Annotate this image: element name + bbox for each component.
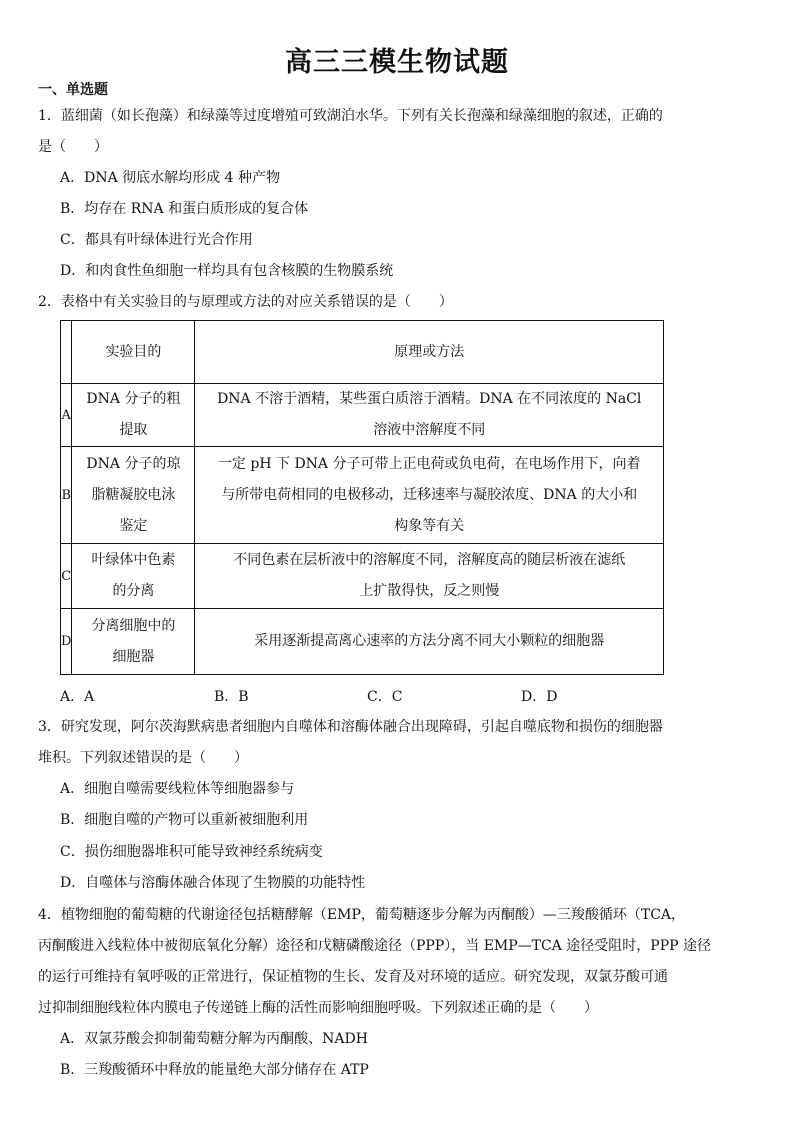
row-goal bbox=[72, 609, 195, 675]
table-header-goal: 实验目的 bbox=[72, 321, 195, 384]
table-header-row bbox=[61, 321, 664, 384]
q2-answer-a: A．A bbox=[60, 689, 95, 705]
goal-line: DNA 分子的粗 bbox=[86, 391, 181, 407]
goal-line: 提取 bbox=[119, 422, 148, 438]
q2-stem: 2．表格中有关实验目的与原理或方法的对应关系错误的是（ ） bbox=[38, 294, 453, 310]
method-line: 与所带电荷相同的电极移动，迁移速率与凝胶浓度、DNA 的大小和 bbox=[221, 486, 638, 503]
q3-stem-line2: 堆积。下列叙述错误的是（ ） bbox=[38, 750, 248, 766]
method-line: 构象等有关 bbox=[394, 517, 465, 534]
q1-option-c: C．都具有叶绿体进行光合作用 bbox=[60, 232, 253, 248]
q4-stem-line4: 过抑制细胞线粒体内膜电子传递链上酶的活性而影响细胞呼吸。下列叙述正确的是（ ） bbox=[38, 1000, 598, 1016]
q4-option-b: B．三羧酸循环中释放的能量绝大部分储存在 ATP bbox=[60, 1062, 369, 1078]
row-method bbox=[195, 447, 664, 544]
experiment-table bbox=[60, 320, 664, 675]
q1-stem-line1: 1．蓝细菌（如长孢藻）和绿藻等过度增殖可致湖泊水华。下列有关长孢藻和绿藻细胞的叙述，正确的 bbox=[38, 108, 663, 124]
method-line: 一定 pH 下 DNA 分子可带上正电荷或负电荷，在电场作用下，向着 bbox=[217, 455, 641, 472]
q3-option-c: C．损伤细胞器堆积可能导致神经系统病变 bbox=[60, 844, 323, 860]
method-line: 上扩散得快，反之则慢 bbox=[359, 583, 500, 599]
q2-answer-d: D．D bbox=[521, 689, 558, 705]
q2-answer-c: C．C bbox=[367, 689, 403, 705]
row-letter: B bbox=[61, 447, 72, 544]
table-header-blank bbox=[61, 321, 72, 384]
table-row bbox=[61, 609, 664, 675]
q3-option-a: A．细胞自噬需要线粒体等细胞器参与 bbox=[60, 781, 295, 797]
goal-line: 的分离 bbox=[112, 583, 155, 599]
goal-line: 脂糖凝胶电泳 bbox=[91, 486, 176, 503]
q1-stem-line2: 是（ ） bbox=[38, 139, 108, 155]
page-title: 高三三模生物试题 bbox=[285, 47, 509, 78]
section-heading: 一、单选题 bbox=[38, 82, 108, 98]
row-method bbox=[195, 544, 664, 609]
row-method bbox=[195, 609, 664, 675]
q3-option-b: B．细胞自噬的产物可以重新被细胞利用 bbox=[60, 812, 309, 828]
goal-line: 叶绿体中色素 bbox=[91, 552, 176, 568]
table-row bbox=[61, 544, 664, 609]
q4-stem-line1: 4．植物细胞的葡萄糖的代谢途径包括糖酵解（EMP，葡萄糖逐步分解为丙酮酸）—三羧酸循环（TCA， bbox=[38, 907, 686, 923]
method-line: 不同色素在层析液中的溶解度不同，溶解度高的随层析液在滤纸 bbox=[233, 552, 626, 568]
method-line: 溶液中溶解度不同 bbox=[373, 422, 486, 438]
row-letter: D bbox=[61, 609, 72, 675]
row-letter: C bbox=[61, 544, 72, 609]
row-letter: A bbox=[61, 384, 72, 447]
q2-answer-b: B．B bbox=[214, 689, 249, 705]
goal-line: DNA 分子的琼 bbox=[86, 455, 181, 472]
q1-option-b: B．均存在 RNA 和蛋白质形成的复合体 bbox=[60, 201, 309, 217]
q3-option-d: D．自噬体与溶酶体融合体现了生物膜的功能特性 bbox=[60, 875, 366, 891]
q4-option-a: A．双氯芬酸会抑制葡萄糖分解为丙酮酸、NADH bbox=[60, 1031, 368, 1047]
q1-option-d: D．和肉食性鱼细胞一样均具有包含核膜的生物膜系统 bbox=[60, 263, 394, 279]
row-method bbox=[195, 384, 664, 447]
row-goal bbox=[72, 384, 195, 447]
table-row bbox=[61, 384, 664, 447]
table-header-method: 原理或方法 bbox=[195, 321, 664, 384]
q1-option-a: A．DNA 彻底水解均形成 4 种产物 bbox=[60, 170, 280, 186]
q3-stem-line1: 3．研究发现，阿尔茨海默病患者细胞内自噬体和溶酶体融合出现障碍，引起自噬底物和损伤的细胞器 bbox=[38, 719, 663, 735]
q4-stem-line2: 丙酮酸进入线粒体中被彻底氧化分解）途径和戊糖磷酸途径（PPP），当 EMP—TCA 途径受阻时，PPP 途径 bbox=[38, 938, 712, 954]
row-goal bbox=[72, 447, 195, 544]
table-row bbox=[61, 447, 664, 544]
goal-line: 细胞器 bbox=[112, 648, 155, 665]
goal-line: 分离细胞中的 bbox=[91, 617, 176, 634]
method-line: 采用逐渐提高离心速率的方法分离不同大小颗粒的细胞器 bbox=[254, 633, 605, 649]
goal-line: 鉴定 bbox=[119, 517, 148, 534]
row-goal bbox=[72, 544, 195, 609]
method-line: DNA 不溶于酒精，某些蛋白质溶于酒精。DNA 在不同浓度的 NaCl bbox=[217, 391, 642, 407]
q4-stem-line3: 的运行可维持有氧呼吸的正常进行，保证植物的生长、发育及对环境的适应。研究发现，双氯芬酸可通 bbox=[38, 969, 668, 985]
